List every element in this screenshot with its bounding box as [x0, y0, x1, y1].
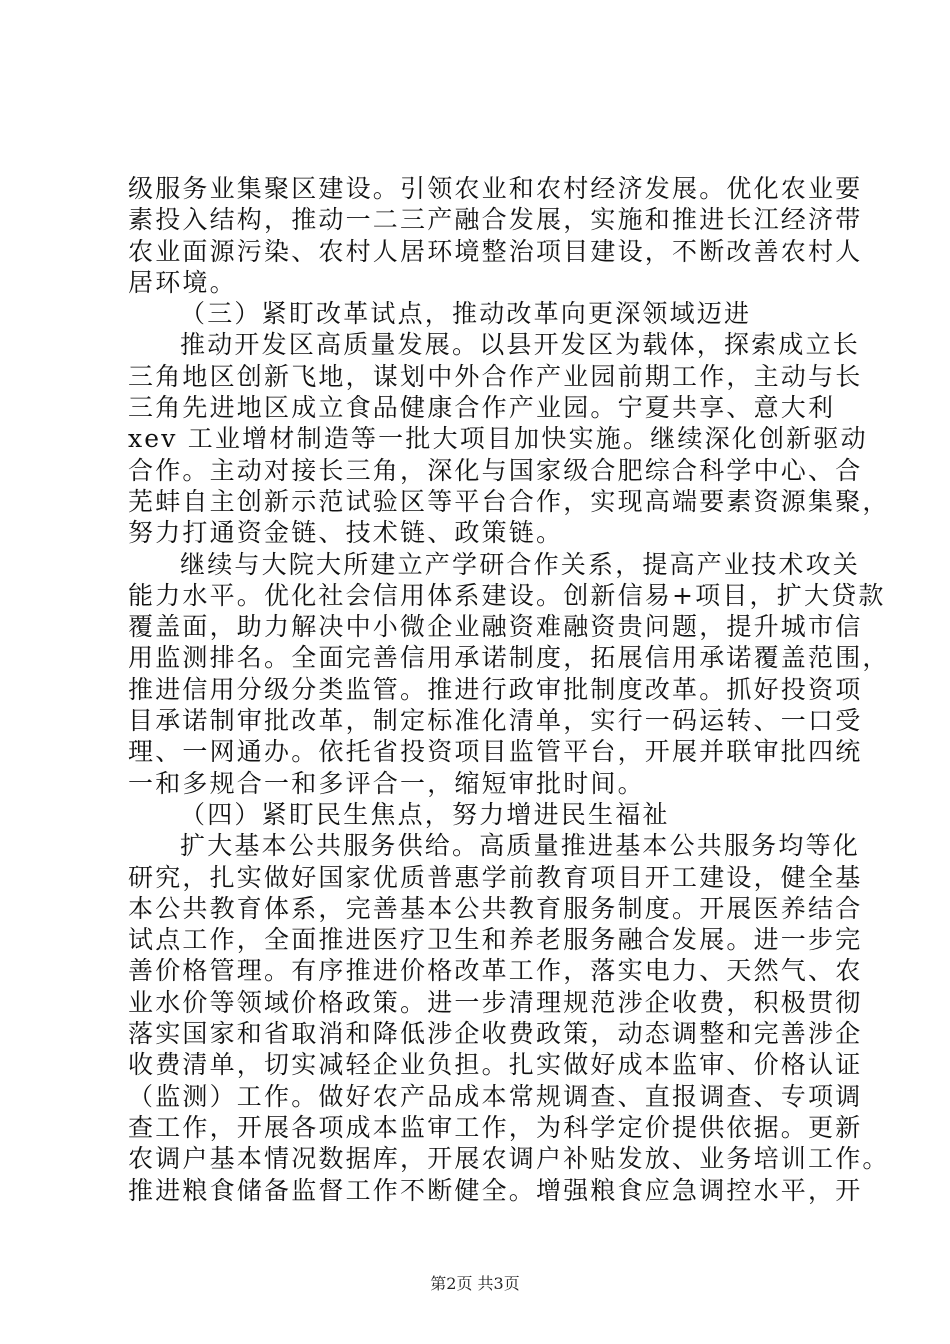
text-line: 覆盖面，助力解决中小微企业融资难融资贵问题，提升城市信	[128, 612, 863, 642]
text-line: 业水价等领域价格政策。进一步清理规范涉企收费，积极贯彻	[128, 987, 863, 1017]
text-line: 能力水平。优化社会信用体系建设。创新信易+项目，扩大贷款	[128, 580, 886, 610]
text-line: 农调户基本情况数据库，开展农调户补贴发放、业务培训工作。	[128, 1144, 890, 1174]
text-line: 居环境。	[128, 267, 237, 297]
page-number-label: 第2页 共3页	[430, 1274, 520, 1293]
text-line: 落实国家和省取消和降低涉企收费政策，动态调整和完善涉企	[128, 1019, 863, 1049]
text-line: 农业面源污染、农村人居环境整治项目建设，不断改善农村人	[128, 236, 863, 266]
text-line: 三角先进地区成立食品健康合作产业园。宁夏共享、意大利	[128, 393, 836, 423]
text-line: 合作。主动对接长三角，深化与国家级合肥综合科学中心、合	[128, 455, 863, 485]
text-line: 芜蚌自主创新示范试验区等平台合作，实现高端要素资源集聚，	[128, 486, 890, 516]
body-text	[128, 173, 890, 1206]
text-line: 一和多规合一和多评合一，缩短审批时间。	[128, 768, 645, 798]
text-line: 理、一网通办。依托省投资项目监管平台，开展并联审批四统	[128, 737, 863, 767]
text-line: 努力打通资金链、技术链、政策链。	[128, 518, 564, 548]
text-line: 级服务业集聚区建设。引领农业和农村经济发展。优化农业要	[128, 174, 863, 203]
text-line: 善价格管理。有序推进价格改革工作，落实电力、天然气、农	[128, 956, 863, 986]
section-heading: （四）紧盯民生焦点，努力增进民生福祉	[180, 799, 670, 829]
text-line: 推进粮食储备监督工作不断健全。增强粮食应急调控水平，开	[128, 1175, 863, 1205]
text-line: 收费清单，切实减轻企业负担。扎实做好成本监审、价格认证	[128, 1050, 863, 1080]
text-line: 三角地区创新飞地，谋划中外合作产业园前期工作，主动与长	[128, 361, 863, 391]
text-line: 用监测排名。全面完善信用承诺制度，拓展信用承诺覆盖范围，	[128, 643, 890, 673]
paragraph-start: 扩大基本公共服务供给。高质量推进基本公共服务均等化	[180, 831, 861, 861]
text-line: 研究，扎实做好国家优质普惠学前教育项目开工建设，健全基	[128, 862, 863, 892]
paragraph-start: 继续与大院大所建立产学研合作关系，提高产业技术攻关	[180, 549, 861, 579]
text-line: （监测）工作。做好农产品成本常规调查、直报调查、专项调	[128, 1081, 863, 1111]
text-line: 推进信用分级分类监管。推进行政审批制度改革。抓好投资项	[128, 674, 863, 704]
paragraph-start: 推动开发区高质量发展。以县开发区为载体，探索成立长	[180, 330, 861, 360]
page-footer	[0, 1271, 950, 1294]
text-line: 素投入结构，推动一二三产融合发展，实施和推进长江经济带	[128, 205, 863, 235]
text-line: 试点工作，全面推进医疗卫生和养老服务融合发展。进一步完	[128, 925, 863, 955]
section-heading: （三）紧盯改革试点，推动改革向更深领域迈进	[180, 299, 752, 329]
text-line: 目承诺制审批改革，制定标准化清单，实行一码运转、一口受	[128, 706, 863, 736]
text-line: 本公共教育体系，完善基本公共教育服务制度。开展医养结合	[128, 893, 863, 923]
text-line: xev 工业增材制造等一批大项目加快实施。继续深化创新驱动	[128, 424, 868, 454]
text-line: 查工作，开展各项成本监审工作，为科学定价提供依据。更新	[128, 1112, 863, 1142]
